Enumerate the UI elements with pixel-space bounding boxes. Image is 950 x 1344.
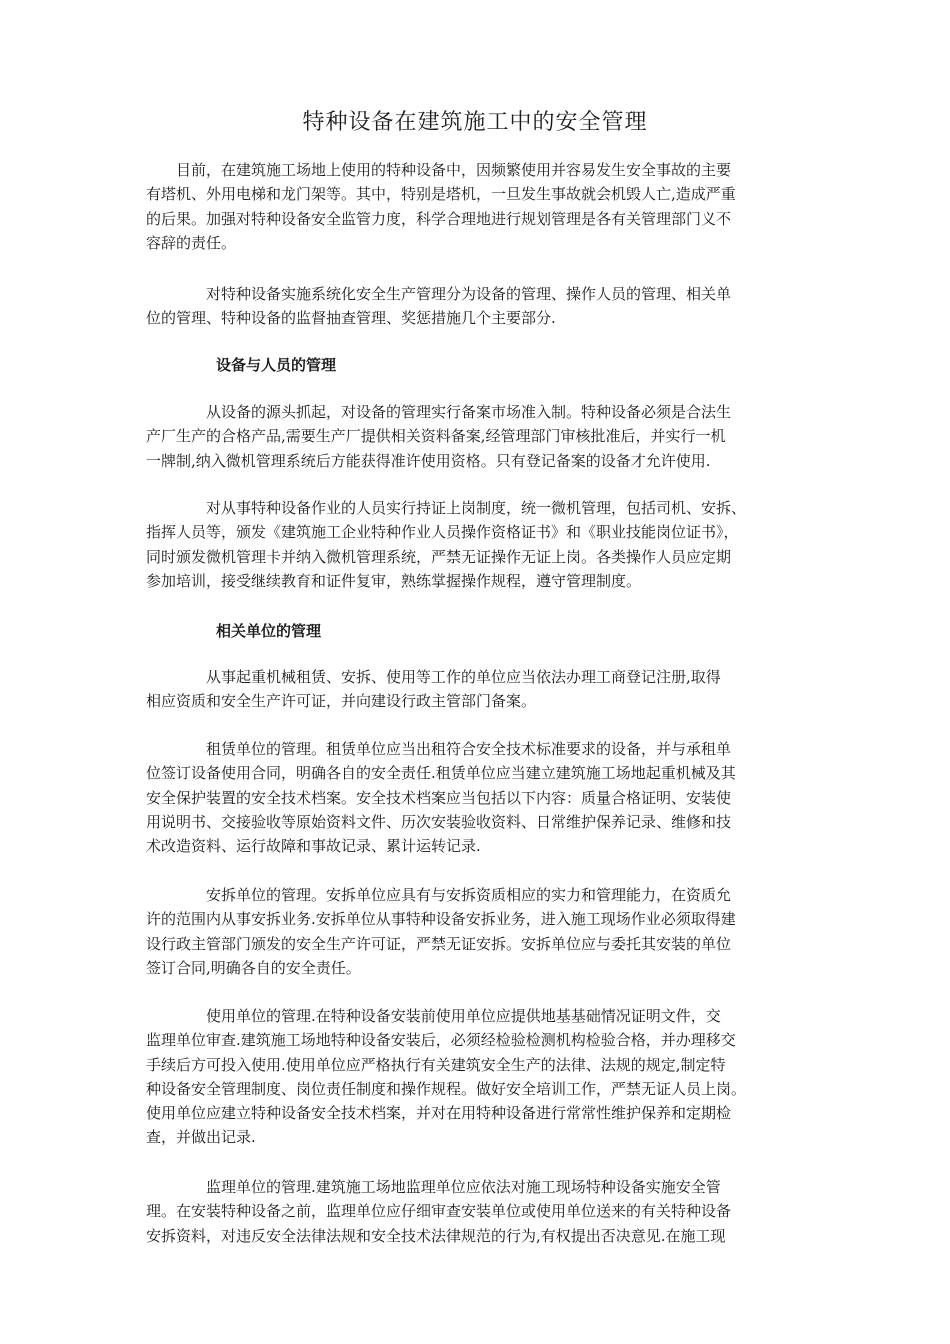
text-line: 手续后方可投入使用.使用单位应严格执行有关建筑安全生产的法律、法规的规定,制定特 <box>146 1055 726 1074</box>
text-line: 安拆资料，对违反安全法律法规和安全技术法律规范的行为,有权提出否决意见.在施工现 <box>146 1226 726 1245</box>
text-line: 同时颁发微机管理卡并纳入微机管理系统，严禁无证操作无证上岗。各类操作人员应定期 <box>146 547 732 566</box>
text-line: 使用单位的管理.在特种设备安装前使用单位应提供地基基础情况证明文件，交 <box>146 1007 721 1025</box>
text-line: 用说明书、交接验收等原始资料文件、历次安装验收资料、日常维护保养记录、维修和技 <box>146 812 732 831</box>
text-line: 安全保护装置的安全技术档案。安全技术档案应当包括以下内容：质量合格证明、安装使 <box>146 788 732 807</box>
text-line: 相应资质和安全生产许可证，并向建设行政主管部门备案。 <box>146 692 537 711</box>
text-line: 指挥人员等，颁发《建筑施工企业特种作业人员操作资格证书》和《职业技能岗位证书》， <box>146 523 739 542</box>
text-line: 使用单位应建立特种设备安全技术档案，并对在用特种设备进行常常性维护保养和定期检 <box>146 1104 732 1123</box>
paragraph-registration <box>146 665 806 714</box>
paragraph-equipment <box>146 400 806 473</box>
text-line: 有塔机、外用电梯和龙门架等。其中，特别是塔机，一旦发生事故就会机毁人亡,造成严重 <box>146 185 736 204</box>
text-line: 参加培训，接受继续教育和证件复审，熟练掌握操作规程，遵守管理制度。 <box>146 571 642 590</box>
text-line: 一牌制,纳入微机管理系统后方能获得准许使用资格。只有登记备案的设备才允许使用. <box>146 451 711 470</box>
text-line: 许的范围内从事安拆业务.安拆单位从事特种设备安拆业务，进入施工现场作业必须取得建 <box>146 910 736 929</box>
document-title: 特种设备在建筑施工中的安全管理 <box>302 110 648 135</box>
text-line: 查，并做出记录. <box>146 1128 256 1147</box>
text-line: 签订合同,明确各自的安全责任。 <box>146 958 361 977</box>
text-line: 容辞的责任。 <box>146 233 237 252</box>
text-line: 监理单位的管理.建筑施工场地监理单位应依法对施工现场特种设备实施安全管 <box>146 1178 721 1196</box>
text-line: 租赁单位的管理。租赁单位应当出租符合安全技术标准要求的设备，并与承租单 <box>146 740 732 758</box>
text-line: 位签订设备使用合同，明确各自的安全责任.租赁单位应当建立建筑施工场地起重机械及其 <box>146 764 736 783</box>
paragraph-leasing-unit <box>146 737 806 858</box>
paragraph-supervision-unit <box>146 1175 806 1248</box>
section-heading-related-units: 相关单位的管理 <box>216 622 322 640</box>
text-line: 安拆单位的管理。安拆单位应具有与安拆资质相应的实力和管理能力，在资质允 <box>146 886 732 904</box>
text-line: 的后果。加强对特种设备安全监管力度，科学合理地进行规划管理是各有关管理部门义不 <box>146 209 732 228</box>
paragraph-installation-unit <box>146 883 806 980</box>
text-line: 从设备的源头抓起，对设备的管理实行备案市场准入制。特种设备必须是合法生 <box>146 403 732 421</box>
text-line: 目前，在建筑施工场地上使用的特种设备中，因频繁使用并容易发生安全事故的主要 <box>146 161 732 179</box>
text-line: 产厂生产的合格产品,需要生产厂提供相关资料备案,经管理部门审核批准后，并实行一机 <box>146 427 726 446</box>
section-heading-equipment-personnel: 设备与人员的管理 <box>216 356 337 374</box>
paragraph-intro <box>146 158 806 255</box>
text-line: 对从事特种设备作业的人员实行持证上岗制度，统一微机管理，包括司机、安拆、 <box>146 499 747 517</box>
paragraph-overview <box>146 282 806 331</box>
text-line: 位的管理、特种设备的监督抽查管理、奖惩措施几个主要部分. <box>146 309 556 328</box>
text-line: 设行政主管部门颁发的安全生产许可证，严禁无证安拆。安拆单位应与委托其安装的单位 <box>146 934 732 953</box>
paragraph-personnel <box>146 496 806 593</box>
paragraph-user-unit <box>146 1004 806 1150</box>
text-line: 理。在安装特种设备之前，监理单位应仔细审查安装单位或使用单位送来的有关特种设备 <box>146 1202 732 1221</box>
text-line: 监理单位审查.建筑施工场地特种设备安装后，必须经检验检测机构检验合格，并办理移交 <box>146 1031 736 1050</box>
text-line: 种设备安全管理制度、岗位责任制度和操作规程。做好安全培训工作，严禁无证人员上岗。 <box>146 1079 747 1098</box>
text-line: 从事起重机械租赁、安拆、使用等工作的单位应当依法办理工商登记注册,取得 <box>146 668 721 686</box>
text-line: 术改造资料、运行故障和事故记录、累计运转记录. <box>146 837 481 856</box>
text-line: 对特种设备实施系统化安全生产管理分为设备的管理、操作人员的管理、相关单 <box>146 285 732 303</box>
